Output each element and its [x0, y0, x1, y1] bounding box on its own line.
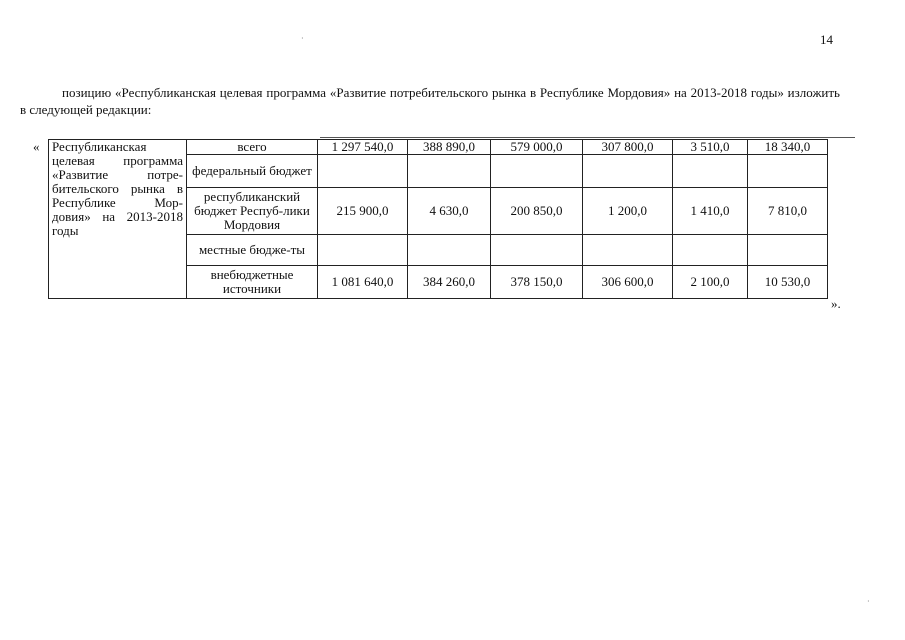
value-cell: 18 340,0	[748, 140, 828, 155]
value-cell: 200 850,0	[491, 188, 583, 235]
value-cell: 7 810,0	[748, 188, 828, 235]
value-cell	[673, 235, 748, 266]
value-cell: 10 530,0	[748, 266, 828, 299]
value-cell: 306 600,0	[583, 266, 673, 299]
value-cell	[318, 235, 408, 266]
value-cell: 1 081 640,0	[318, 266, 408, 299]
value-cell: 579 000,0	[491, 140, 583, 155]
value-cell: 307 800,0	[583, 140, 673, 155]
value-cell: 1 410,0	[673, 188, 748, 235]
value-cell	[491, 155, 583, 188]
value-cell	[583, 155, 673, 188]
closing-quote: ».	[831, 296, 841, 311]
value-cell: 388 890,0	[408, 140, 491, 155]
opening-quote: «	[33, 139, 40, 154]
source-cell: местные бюдже-ты	[187, 235, 318, 266]
page-number: 14	[820, 32, 833, 47]
value-cell	[408, 155, 491, 188]
table-row	[49, 140, 828, 155]
top-rule	[320, 137, 855, 138]
value-cell: 1 200,0	[583, 188, 673, 235]
scan-speck: ·	[301, 34, 304, 43]
value-cell	[318, 155, 408, 188]
value-cell: 384 260,0	[408, 266, 491, 299]
scan-speck: ·	[867, 597, 870, 606]
value-cell	[748, 155, 828, 188]
source-cell: всего	[187, 140, 318, 155]
value-cell	[583, 235, 673, 266]
value-cell	[673, 155, 748, 188]
value-cell	[491, 235, 583, 266]
budget-table	[48, 139, 828, 299]
value-cell: 2 100,0	[673, 266, 748, 299]
value-cell: 378 150,0	[491, 266, 583, 299]
value-cell: 4 630,0	[408, 188, 491, 235]
intro-paragraph: позицию «Республиканская целевая программа «Развитие потребительского рынка в Республике Мордовия» на 2013-2018 годы» изложить в следующей редакции:	[20, 85, 840, 117]
source-cell: республиканский бюджет Респуб-лики Мордовия	[187, 188, 318, 235]
value-cell: 215 900,0	[318, 188, 408, 235]
source-cell: федеральный бюджет	[187, 155, 318, 188]
program-name-cell: Республиканская целевая программа «Развитие потре-бительского рынка в Республике Мор-довия» на 2013-2018 годы	[49, 140, 187, 299]
value-cell: 1 297 540,0	[318, 140, 408, 155]
value-cell: 3 510,0	[673, 140, 748, 155]
value-cell	[408, 235, 491, 266]
source-cell: внебюджетные источники	[187, 266, 318, 299]
value-cell	[748, 235, 828, 266]
